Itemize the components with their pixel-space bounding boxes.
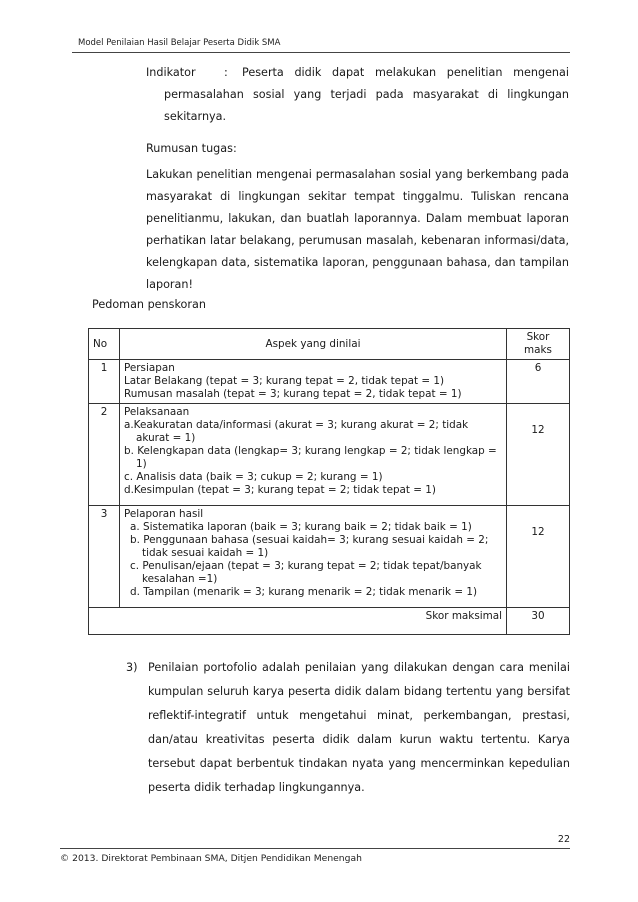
footer-copyright: © 2013. Direktorat Pembinaan SMA, Ditjen Pendidikan Menengah xyxy=(60,853,362,864)
header-divider xyxy=(72,52,570,53)
total-label: Skor maksimal xyxy=(89,608,507,635)
row-aspek xyxy=(120,360,507,404)
indikator-label: Indikator xyxy=(146,66,196,79)
rumusan-title: Rumusan tugas: xyxy=(146,142,237,155)
total-value: 30 xyxy=(507,608,570,635)
header-skor: Skor maks xyxy=(507,329,570,360)
rumusan-tugas-block xyxy=(146,138,569,296)
aspek-item: a.Keakuratan data/informasi (akurat = 3; kurang akurat = 2; tidak akurat = 1) xyxy=(124,419,469,444)
row-number: 3 xyxy=(89,506,120,608)
point-text: Penilaian portofolio adalah penilaian yang dilakukan dengan cara menilai kumpulan seluruh karya peserta didik dalam bidang tertentu yang bersifat reflektif-integratif untuk mengetahui minat, perkembangan, prestasi, dan/atau kreativitas peserta didik dalam kurun waktu tertentu. Karya tersebut dapat berbentuk tindakan nyata yang mencerminkan kepedulian peserta didik terhadap lingkungannya. xyxy=(148,661,570,794)
indikator-line-1: Peserta didik dapat melakukan penelitian mengenai xyxy=(242,66,569,79)
header-aspek: Aspek yang dinilai xyxy=(120,329,507,360)
row-number: 1 xyxy=(89,360,120,404)
aspek-item: c. Analisis data (baik = 3; cukup = 2; kurang = 1) xyxy=(124,471,383,483)
indikator-line-2: permasalahan sosial yang terjadi pada masyarakat di lingkungan xyxy=(164,88,569,101)
table-header-row xyxy=(89,329,570,360)
indikator-colon: : xyxy=(224,66,228,79)
row-skor: 12 xyxy=(507,506,570,608)
point-number: 3) xyxy=(126,661,138,674)
row-aspek xyxy=(120,506,507,608)
row-skor: 12 xyxy=(507,404,570,506)
footer-divider xyxy=(60,848,570,849)
row-title: Persiapan xyxy=(124,362,175,374)
row-title: Pelaksanaan xyxy=(124,406,190,418)
pedoman-title: Pedoman penskoran xyxy=(92,298,206,311)
aspek-item: b. Penggunaan bahasa (sesuai kaidah= 3; kurang sesuai kaidah = 2; tidak sesuai kaidah = 1) xyxy=(130,534,489,559)
row-title: Pelaporan hasil xyxy=(124,508,204,520)
aspek-item: d.Kesimpulan (tepat = 3; kurang tepat = 2; tidak tepat = 1) xyxy=(124,484,436,496)
table-row xyxy=(89,404,570,506)
aspek-item: a. Sistematika laporan (baik = 3; kurang baik = 2; tidak baik = 1) xyxy=(130,521,472,533)
rumusan-body: Lakukan penelitian mengenai permasalahan sosial yang berkembang pada masyarakat di lingkungan sekitar tempat tinggalmu. Tuliskan rencana penelitianmu, lakukan, dan buatlah laporannya. Dalam membuat laporan perhatikan latar belakang, perumusan masalah, kebenaran informasi/data, kelengkapan data, sistematika laporan, penggunaan bahasa, dan tampilan laporan! xyxy=(146,168,569,291)
row-aspek xyxy=(120,404,507,506)
table-total-row xyxy=(89,608,570,635)
indikator-block xyxy=(146,62,569,128)
page-number: 22 xyxy=(557,834,570,845)
row-number: 2 xyxy=(89,404,120,506)
aspek-item: c. Penulisan/ejaan (tepat = 3; kurang tepat = 2; tidak tepat/banyak kesalahan =1) xyxy=(130,560,482,585)
table-row xyxy=(89,360,570,404)
table-row xyxy=(89,506,570,608)
header-no: No xyxy=(89,329,120,360)
portfolio-paragraph xyxy=(126,656,570,800)
row-skor: 6 xyxy=(507,360,570,404)
aspek-item: Latar Belakang (tepat = 3; kurang tepat = 2, tidak tepat = 1) xyxy=(124,375,445,387)
aspek-item: b. Kelengkapan data (lengkap= 3; kurang lengkap = 2; tidak lengkap = 1) xyxy=(124,445,497,470)
running-header: Model Penilaian Hasil Belajar Peserta Didik SMA xyxy=(78,38,281,48)
aspek-item: d. Tampilan (menarik = 3; kurang menarik = 2; tidak menarik = 1) xyxy=(130,586,478,598)
scoring-table xyxy=(88,328,570,635)
aspek-item: Rumusan masalah (tepat = 3; kurang tepat = 2, tidak tepat = 1) xyxy=(124,388,462,400)
indikator-line-3: sekitarnya. xyxy=(164,110,227,123)
